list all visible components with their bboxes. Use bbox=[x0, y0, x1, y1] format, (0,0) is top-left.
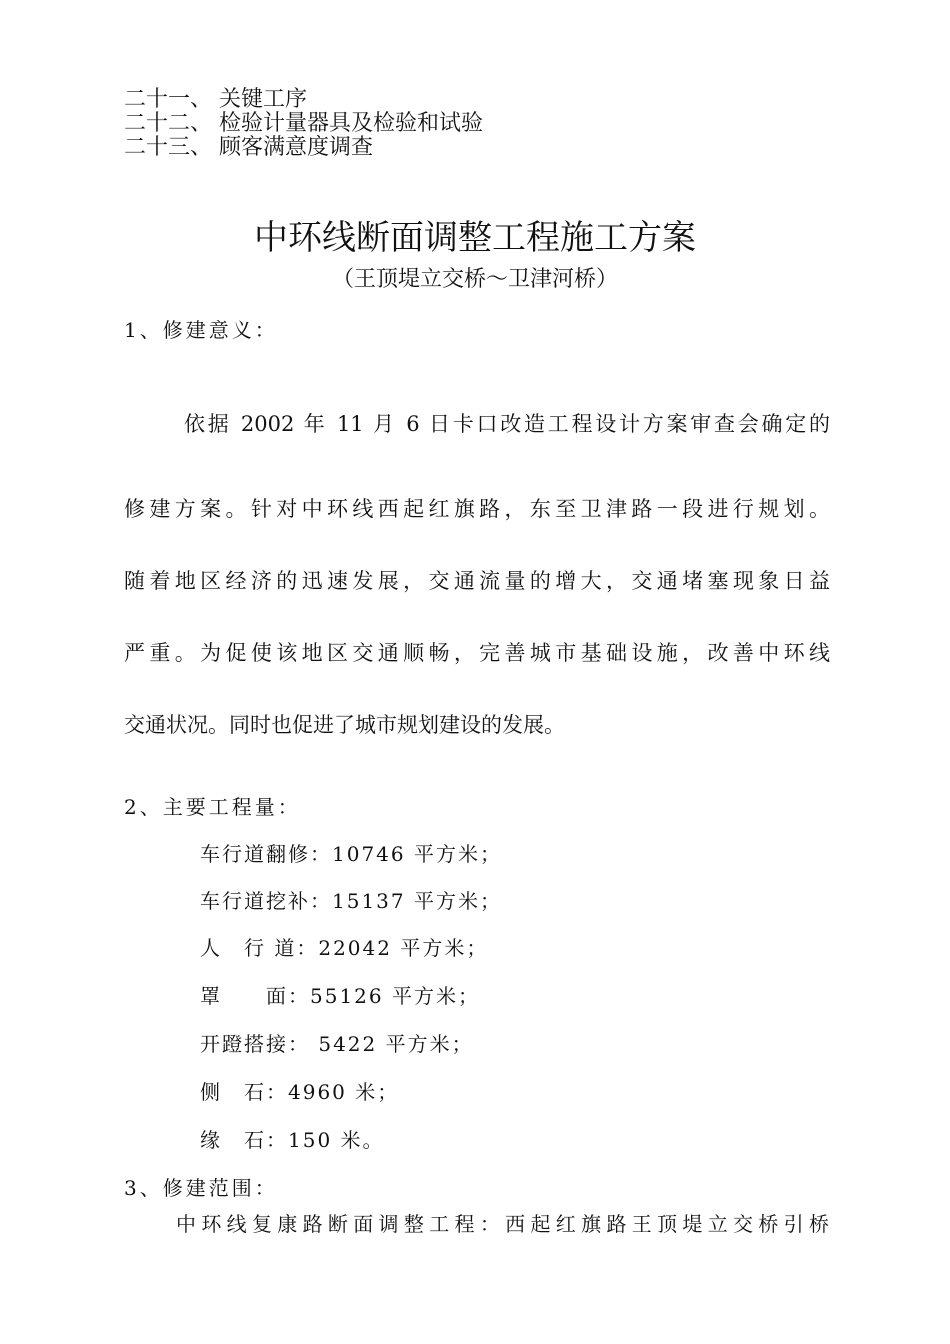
document-subtitle: （王顶堤立交桥～卫津河桥） bbox=[331, 267, 618, 292]
section-1-line-4: 严重。为促使该地区交通顺畅，完善城市基础设施，改善中环线 bbox=[124, 641, 830, 665]
quantity-item: 罩 面：55126 平方米； bbox=[200, 984, 480, 1008]
section-1-line-5: 交通状况。同时也促进了城市规划建设的发展。 bbox=[124, 713, 565, 737]
quantity-item: 缘 石：150 米。 bbox=[200, 1128, 385, 1152]
document-title: 中环线断面调整工程施工方案 bbox=[254, 218, 696, 258]
section-2-heading: 2、主要工程量： bbox=[124, 795, 301, 819]
quantity-item: 车行道挖补：15137 平方米； bbox=[200, 889, 502, 913]
toc-line-22: 二十二、 检验计量器具及检验和试验 bbox=[124, 111, 483, 136]
section-3-heading: 3、修建范围： bbox=[124, 1176, 278, 1200]
section-1-heading: 1、修建意义： bbox=[124, 318, 278, 342]
section-1-line-1: 依据 2002 年 11 月 6 日卡口改造工程设计方案审查会确定的 bbox=[184, 412, 830, 436]
quantity-item: 车行道翻修：10746 平方米； bbox=[200, 842, 502, 866]
quantity-item: 侧 石：4960 米； bbox=[200, 1080, 400, 1104]
toc-line-23: 二十三、 顾客满意度调查 bbox=[124, 135, 373, 160]
toc-line-21: 二十一、 关键工序 bbox=[124, 87, 307, 112]
quantity-item: 开蹬搭接： 5422 平方米； bbox=[200, 1032, 474, 1056]
section-3-line: 中环线复康路断面调整工程：西起红旗路王顶堤立交桥引桥 bbox=[176, 1212, 830, 1236]
section-1-line-2: 修建方案。针对中环线西起红旗路，东至卫津路一段进行规划。 bbox=[124, 497, 830, 521]
quantity-item: 人 行 道：22042 平方米； bbox=[200, 936, 489, 960]
section-1-line-3: 随着地区经济的迅速发展，交通流量的增大，交通堵塞现象日益 bbox=[124, 569, 830, 593]
